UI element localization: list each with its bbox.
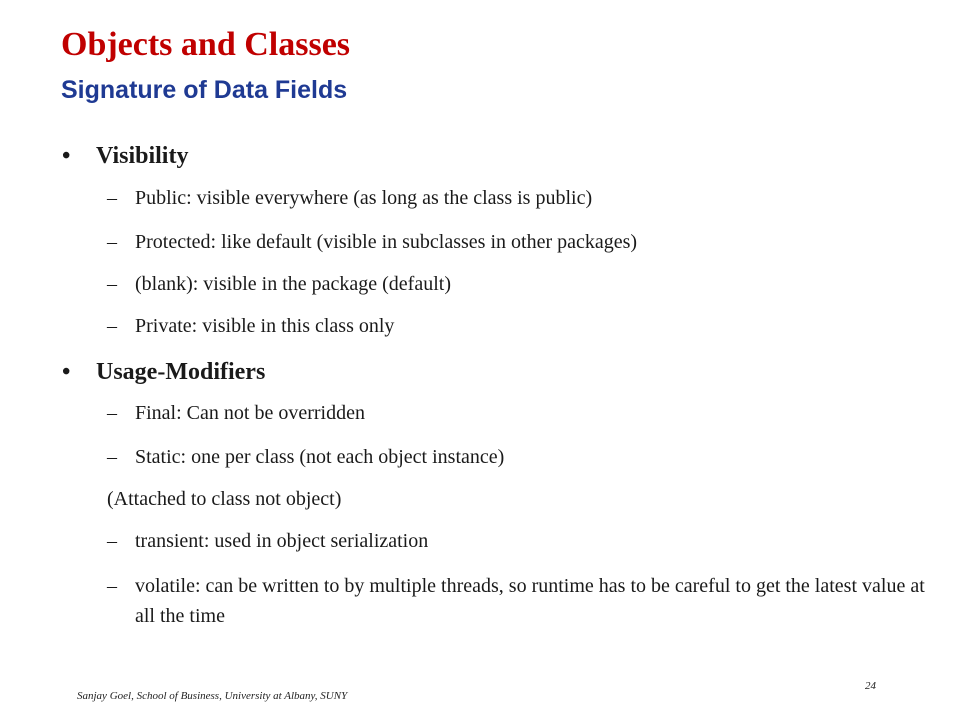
list-item: – Protected: like default (visible in subclasses in other packages)	[107, 231, 638, 253]
dash-icon: –	[107, 402, 117, 424]
list-item: – Static: one per class (not each object instance)	[107, 446, 505, 468]
dash-icon: –	[107, 187, 117, 209]
section-heading: Visibility	[96, 143, 189, 169]
list-item: – volatile: can be written to by multiple threads, so runtime has to be careful to get the latest value at all the time	[107, 571, 927, 631]
dash-icon: –	[107, 446, 117, 468]
dash-icon: –	[107, 273, 117, 295]
bullet-icon: •	[62, 143, 71, 169]
bullet-visibility	[62, 143, 188, 170]
list-item: – transient: used in object serialization	[107, 530, 429, 552]
bullet-icon: •	[62, 359, 71, 385]
dash-icon: –	[107, 231, 117, 253]
slide-subtitle: Signature of Data Fields	[61, 76, 348, 104]
list-item: – Public: visible everywhere (as long as the class is public)	[107, 187, 593, 209]
dash-icon: –	[107, 315, 117, 337]
list-item: – Final: Can not be overridden	[107, 402, 365, 424]
section-heading: Usage-Modifiers	[96, 359, 266, 385]
list-item: – (blank): visible in the package (default)	[107, 273, 451, 295]
slide-footer: Sanjay Goel, School of Business, University at Albany, SUNY	[77, 690, 348, 702]
dash-icon: –	[107, 575, 117, 597]
slide-title: Objects and Classes	[61, 26, 351, 63]
page-number: 24	[865, 680, 876, 692]
dash-icon: –	[107, 530, 117, 552]
list-item: – Private: visible in this class only	[107, 315, 395, 337]
bullet-usage-modifiers	[62, 359, 265, 386]
list-item-note: (Attached to class not object)	[107, 488, 342, 510]
